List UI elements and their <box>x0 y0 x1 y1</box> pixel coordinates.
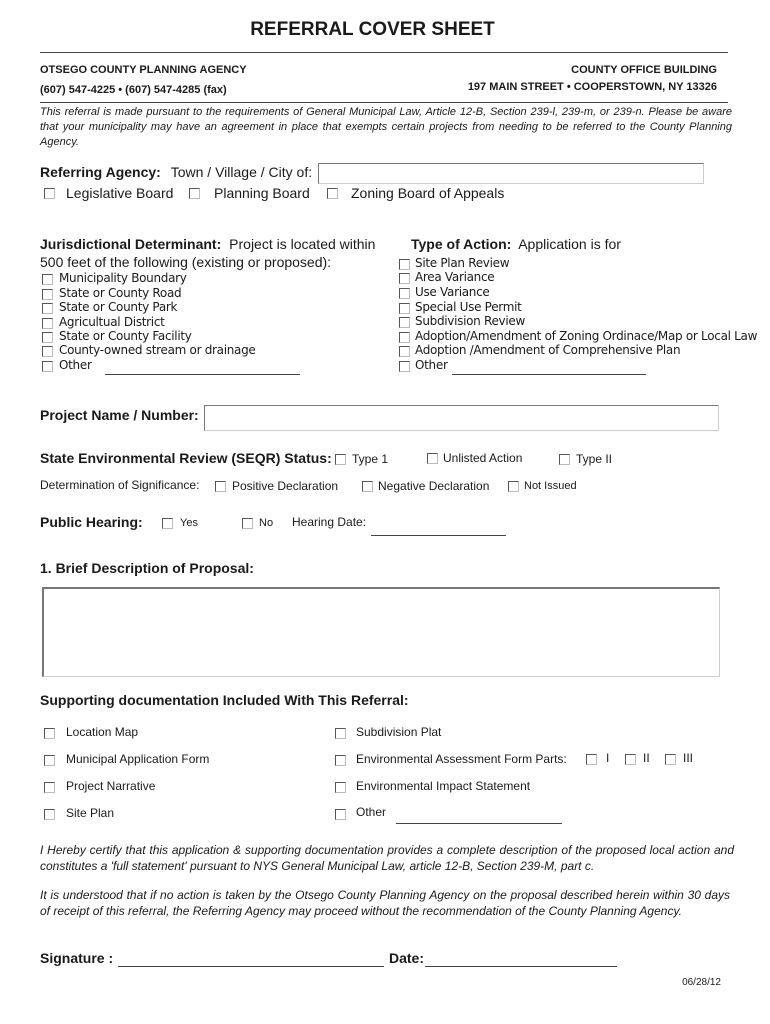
action-item: Area Variance <box>415 270 495 284</box>
site-plan-label: Site Plan <box>66 806 115 820</box>
eaf-part2-label: II <box>643 751 650 765</box>
action-item: Adoption/Amendment of Zoning Ordinace/Map or Local Law <box>415 329 758 343</box>
description-input[interactable] <box>42 587 720 677</box>
jurisdiction-checkbox[interactable] <box>42 318 53 329</box>
action-item: Subdivision Review <box>415 314 525 328</box>
jurisdiction-item: County-owned stream or drainage <box>59 343 256 357</box>
not-issued-label: Not Issued <box>524 480 577 492</box>
subdivision-plat-label: Subdivision Plat <box>356 725 442 739</box>
action-label: Type of Action: <box>411 236 512 252</box>
seqr-type2-label: Type II <box>576 452 613 466</box>
action-checkbox[interactable] <box>399 346 410 357</box>
action-item: Special Use Permit <box>415 300 522 314</box>
page-title: REFERRAL COVER SHEET <box>250 19 495 40</box>
jurisdiction-checkbox[interactable] <box>42 289 53 300</box>
referring-agency-label: Referring Agency: <box>40 164 161 180</box>
eaf-part3-label: III <box>683 751 694 765</box>
form-date: 06/28/12 <box>682 977 721 988</box>
site-plan-checkbox[interactable] <box>44 809 55 820</box>
jurisdiction-checkbox[interactable] <box>42 274 53 285</box>
jurisdiction-item: State or County Road <box>59 286 182 300</box>
divider <box>40 102 728 103</box>
referring-agency-input[interactable] <box>318 163 704 184</box>
legislative-board-checkbox[interactable] <box>44 188 55 199</box>
action-checkbox[interactable] <box>399 273 410 284</box>
municipal-application-checkbox[interactable] <box>44 755 55 766</box>
action-item: Site Plan Review <box>415 256 510 270</box>
supporting-label: Supporting documentation Included With This Referral: <box>40 692 409 708</box>
project-narrative-checkbox[interactable] <box>44 782 55 793</box>
jurisdiction-heading <box>40 236 375 252</box>
seqr-type1-label: Type 1 <box>352 452 389 466</box>
jurisdiction-item: Other <box>59 358 92 372</box>
eaf-part3-checkbox[interactable] <box>665 754 676 765</box>
positive-declaration-checkbox[interactable] <box>215 481 226 492</box>
not-issued-checkbox[interactable] <box>508 481 519 492</box>
eaf-part2-checkbox[interactable] <box>625 754 636 765</box>
supporting-other-input[interactable] <box>396 823 562 824</box>
project-narrative-label: Project Narrative <box>66 779 156 793</box>
certify-text: I Hereby certify that this application & supporting documentation provides a complete description of the proposed local action and constitutes a 'full statement' pursuant to NYS General Municipal Law, article 12-B, Section 239-M, part c. <box>40 843 734 873</box>
subdivision-plat-checkbox[interactable] <box>335 728 346 739</box>
signature-label: Signature : <box>40 950 114 966</box>
negative-declaration-label: Negative Declaration <box>378 479 490 493</box>
hearing-date-input[interactable] <box>371 535 506 536</box>
jurisdiction-item: State or County Park <box>59 300 178 314</box>
eaf-label: Environmental Assessment Form Parts: <box>356 752 567 766</box>
planning-board-checkbox[interactable] <box>189 188 200 199</box>
action-item: Other <box>415 358 448 372</box>
intro-text: This referral is made pursuant to the requirements of General Municipal Law, Article 12-B, Section 239-l, 239-m, or 239-n. Please be aware that your municipality may have an agreement in place that exempts certain projects from needing to be referred to the County Planning Agency. <box>40 106 732 148</box>
signature-date-input[interactable] <box>425 966 617 967</box>
jurisdiction-checkbox[interactable] <box>42 346 53 357</box>
divider <box>40 52 728 53</box>
jurisdiction-item: State or County Facility <box>59 329 192 343</box>
jurisdiction-text2: 500 feet of the following (existing or proposed): <box>40 254 332 270</box>
project-input[interactable] <box>204 405 719 431</box>
eis-checkbox[interactable] <box>335 782 346 793</box>
hearing-yes-label: Yes <box>180 517 198 529</box>
jurisdiction-text1: Project is located within <box>229 236 376 252</box>
signature-input[interactable] <box>118 966 384 967</box>
eaf-part1-label: I <box>606 751 610 765</box>
hearing-label: Public Hearing: <box>40 514 143 530</box>
referring-agency-row <box>40 164 312 180</box>
location-map-checkbox[interactable] <box>44 728 55 739</box>
referring-agency-sublabel: Town / Village / City of: <box>170 164 313 180</box>
zba-checkbox[interactable] <box>327 188 338 199</box>
hearing-no-checkbox[interactable] <box>242 518 253 529</box>
supporting-other-checkbox[interactable] <box>335 809 346 820</box>
action-checkbox[interactable] <box>399 259 410 270</box>
jurisdiction-checkbox[interactable] <box>42 361 53 372</box>
agency-name: OTSEGO COUNTY PLANNING AGENCY <box>40 64 247 76</box>
jurisdiction-checkbox[interactable] <box>42 332 53 343</box>
action-item: Adoption /Amendment of Comprehensive Plan <box>415 343 681 357</box>
agency-phone: (607) 547-4225 • (607) 547-4285 (fax) <box>40 84 227 96</box>
supporting-other-label: Other <box>356 805 387 819</box>
signature-date-label: Date: <box>389 950 425 966</box>
action-checkbox[interactable] <box>399 288 410 299</box>
determination-label: Determination of Significance: <box>40 478 200 492</box>
location-map-label: Location Map <box>66 725 139 739</box>
action-other-input[interactable] <box>452 374 646 375</box>
negative-declaration-checkbox[interactable] <box>362 481 373 492</box>
jurisdiction-checkbox[interactable] <box>42 303 53 314</box>
hearing-no-label: No <box>259 517 274 529</box>
seqr-unlisted-checkbox[interactable] <box>427 453 438 464</box>
action-text: Application is for <box>518 236 621 252</box>
eis-label: Environmental Impact Statement <box>356 779 531 793</box>
action-checkbox[interactable] <box>399 361 410 372</box>
understood-text: It is understood that if no action is taken by the Otsego County Planning Agency on the proposal described herein within 30 days of receipt of this referral, the Referring Agency may proceed without the recommendation of the County Planning Agency. <box>40 888 730 918</box>
seqr-type1-checkbox[interactable] <box>335 454 346 465</box>
eaf-checkbox[interactable] <box>335 755 346 766</box>
action-checkbox[interactable] <box>399 317 410 328</box>
action-heading <box>411 236 621 252</box>
jurisdiction-item: Municipality Boundary <box>59 271 187 285</box>
eaf-part1-checkbox[interactable] <box>586 754 597 765</box>
seqr-label: State Environmental Review (SEQR) Status: <box>40 450 332 466</box>
building-address: 197 MAIN STREET • COOPERSTOWN, NY 13326 <box>467 81 717 93</box>
jurisdiction-label: Jurisdictional Determinant: <box>40 236 222 252</box>
legislative-board-label: Legislative Board <box>66 185 174 201</box>
project-label: Project Name / Number: <box>40 407 199 423</box>
municipal-application-label: Municipal Application Form <box>66 752 210 766</box>
description-label: 1. Brief Description of Proposal: <box>40 560 254 576</box>
seqr-unlisted-label: Unlisted Action <box>443 451 523 465</box>
planning-board-label: Planning Board <box>214 185 310 201</box>
action-checkbox[interactable] <box>399 332 410 343</box>
jurisdiction-item: Agricultual District <box>59 315 165 329</box>
action-checkbox[interactable] <box>399 303 410 314</box>
hearing-date-label: Hearing Date: <box>292 515 367 529</box>
jurisdiction-other-input[interactable] <box>105 374 300 375</box>
building-name: COUNTY OFFICE BUILDING <box>571 64 717 76</box>
zba-label: Zoning Board of Appeals <box>351 185 505 201</box>
hearing-yes-checkbox[interactable] <box>162 518 173 529</box>
action-item: Use Variance <box>415 285 490 299</box>
positive-declaration-label: Positive Declaration <box>232 479 339 493</box>
seqr-type2-checkbox[interactable] <box>559 454 570 465</box>
